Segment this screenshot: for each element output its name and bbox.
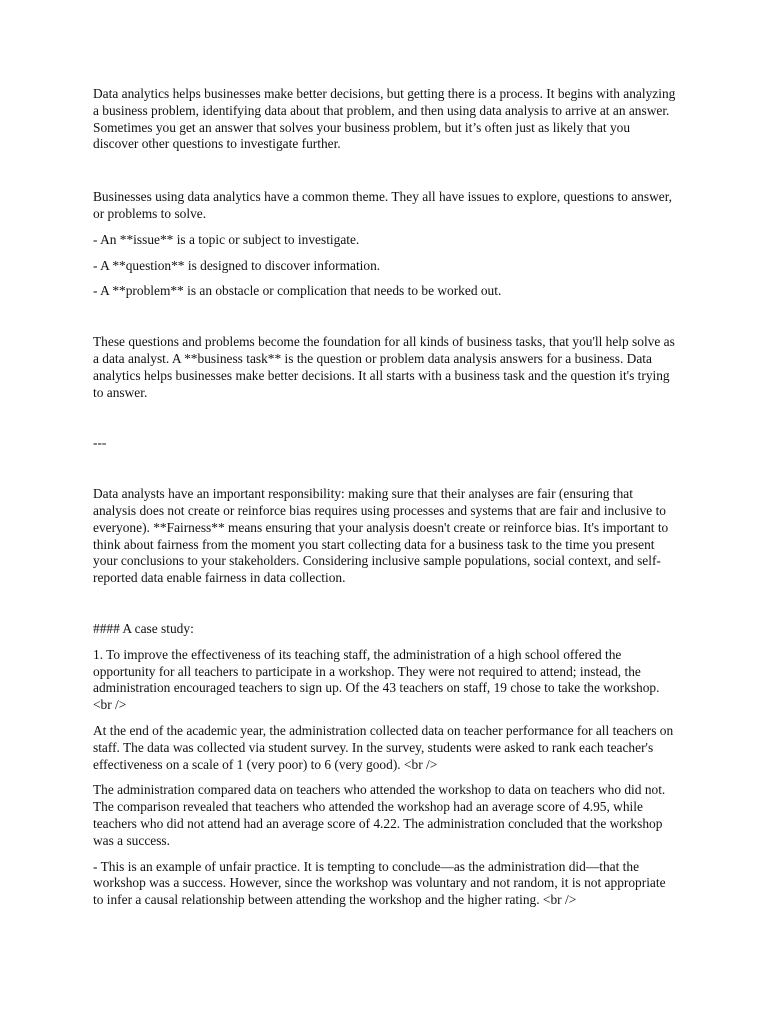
paragraph-business-task: These questions and problems become the foundation for all kinds of business tasks, that you'll help solve as a data analyst. A **business task** is the question or problem data analysis answers for a business. Data analytics helps businesses make better decisions. It all starts with a business task and the question it's trying to answer. (93, 334, 675, 400)
case-study-paragraph-1: 1. To improve the effectiveness of its teaching staff, the administration of a high school offered the opportunity for all teachers to participate in a workshop. They were not required to attend; instead, the administration encouraged teachers to sign up. Of the 43 teachers on staff, 19 chose to take the workshop. <br /> (93, 646, 660, 713)
paragraph-intro: Data analytics helps businesses make better decisions, but getting there is a process. It begins with analyzing a business problem, identifying data about that problem, and then using data analysis to arrive at an answer. Sometimes you get an answer that solves your business problem, but it’s often just as likely that you discover other questions to investigate further. (93, 86, 676, 152)
case-study-paragraph-3: The administration compared data on teachers who attended the workshop to data on teachers who did not. The comparison revealed that teachers who attended the workshop had an average score of 4.95, while teachers who did not attend had an average score of 4.22. The administration concluded that the workshop was a success. (93, 782, 666, 848)
list-item-problem: - A **problem** is an obstacle or complication that needs to be worked out. (93, 283, 502, 299)
case-study-paragraph-2: At the end of the academic year, the administration collected data on teacher performance for all teachers on staff. The data was collected via student survey. In the survey, students were asked to rank each teacher's effectiveness on a scale of 1 (very poor) to 6 (very good). <br /> (93, 722, 674, 772)
case-study-heading: #### A case study: (93, 620, 194, 636)
case-study-paragraph-4: - This is an example of unfair practice. It is tempting to conclude—as the administration did—that the workshop was a success. However, since the workshop was voluntary and not random, it is not appropriate to infer a causal relationship between attending the workshop and the higher rating. <br /> (93, 858, 666, 908)
document-body (93, 86, 678, 909)
paragraph-fairness: Data analysts have an important responsibility: making sure that their analyses are fair (ensuring that analysis does not create or reinforce bias requires using processes and systems that are fair and inclusive to everyone). **Fairness** means ensuring that your analysis doesn't create or reinforce bias. It's important to think about fairness from the moment you start collecting data for a business task to the time you present your conclusions to your stakeholders. Considering inclusive sample populations, social context, and self-reported data enable fairness in data collection. (93, 486, 669, 586)
horizontal-rule-markup: --- (93, 435, 107, 451)
list-item-question: - A **question** is designed to discover information. (93, 257, 381, 273)
paragraph-common-theme: Businesses using data analytics have a common theme. They all have issues to explore, questions to answer, or problems to solve. (93, 189, 672, 221)
list-item-issue: - An **issue** is a topic or subject to investigate. (93, 231, 360, 247)
